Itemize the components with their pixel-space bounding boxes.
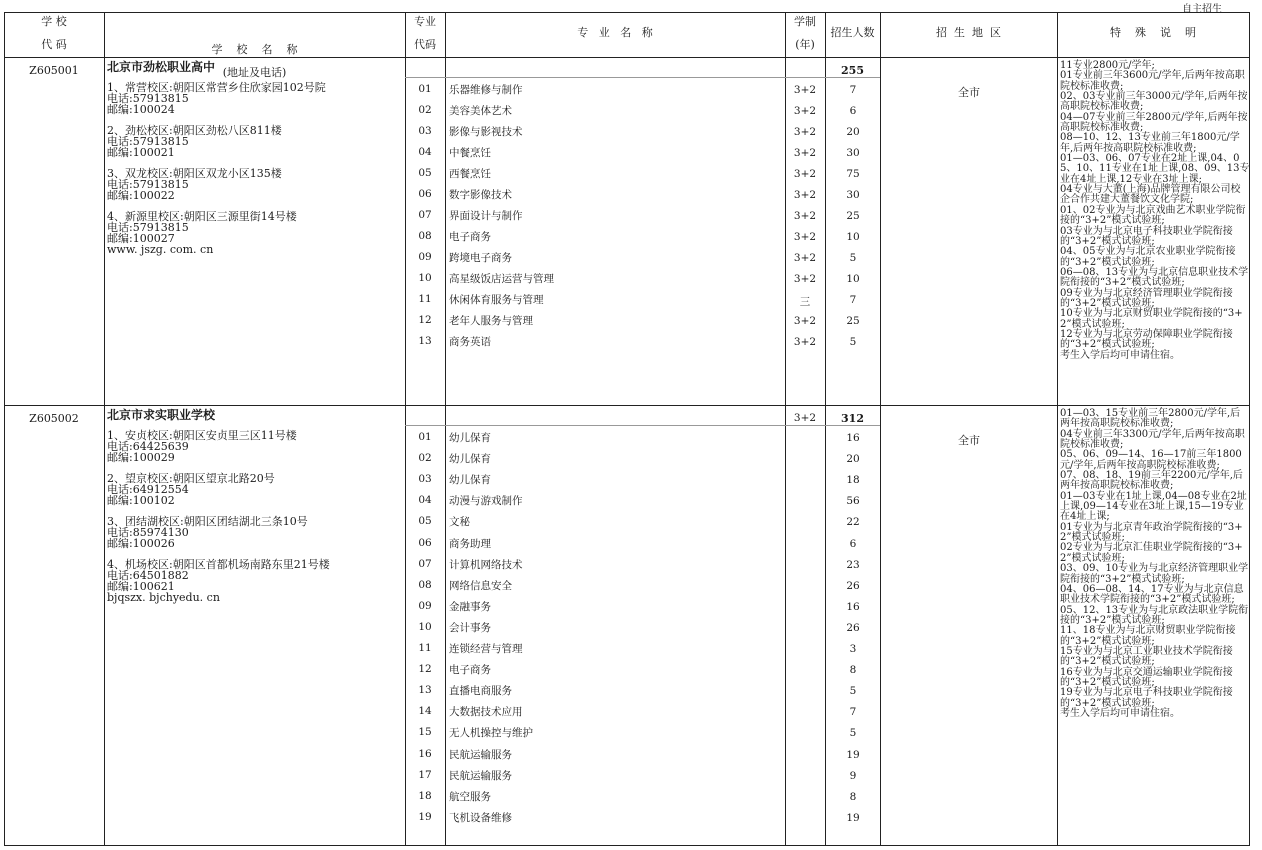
major-code: 08 [418, 230, 432, 242]
note-line: 09专业为与北京经济管理职业学院衔接的“3+2”模式试验班; [1060, 287, 1233, 309]
note-line: 04专业前三年3300元/学年,后两年按高职院校标准收费; [1060, 428, 1245, 451]
school-website: www. jszg. com. cn [107, 243, 214, 256]
grid-line [4, 12, 5, 846]
note-line: 19专业为与北京电子科技职业学院衔接的“3+2”模式试验班; [1060, 687, 1233, 709]
major-code: 06 [418, 536, 432, 549]
major-row [405, 184, 975, 204]
major-code: 02 [418, 452, 432, 465]
major-count: 6 [849, 105, 857, 117]
major-row [405, 765, 975, 785]
major-row [405, 121, 975, 141]
major-count: 6 [849, 537, 857, 550]
major-row [405, 680, 975, 700]
major-row [405, 722, 975, 742]
major-name: 直播电商服务 [449, 685, 512, 698]
major-row [405, 226, 975, 246]
major-name: 动漫与游戏制作 [449, 495, 523, 508]
school-website: bjqszx. bjchyedu. cn [107, 591, 220, 604]
major-count: 19 [846, 811, 860, 824]
major-name: 西餐烹饪 [449, 168, 491, 180]
major-code: 09 [418, 599, 432, 612]
note-line: 06—08、13专业为与北京信息职业技术学院衔接的“3+2”模式试验班; [1060, 266, 1249, 289]
major-code: 09 [418, 251, 432, 263]
major-name: 幼儿保育 [449, 474, 491, 487]
header-duration: 学制 (年) [794, 15, 816, 51]
major-row [405, 575, 975, 595]
major-name: 幼儿保育 [449, 453, 491, 466]
major-name: 休闲体育服务与管理 [449, 294, 544, 306]
major-duration: 3+2 [793, 147, 817, 159]
school-name: 北京市求实职业学校 [107, 408, 216, 422]
note-line: 05、12、13专业为与北京政法职业学院衔接的“3+2”模式试验班; [1060, 604, 1249, 626]
note-line: 01、02专业为与北京戏曲艺术职业学院衔接的“3+2”模式试验班; [1060, 204, 1246, 227]
major-count: 5 [849, 252, 857, 264]
major-row [405, 511, 975, 531]
major-code: 04 [418, 146, 432, 158]
grid-line [4, 405, 1250, 406]
major-count: 3 [849, 643, 857, 655]
major-duration: 3+2 [793, 315, 817, 327]
major-row [405, 163, 975, 183]
major-name: 无人机操控与维护 [449, 727, 533, 740]
major-code: 19 [418, 810, 432, 823]
major-count: 18 [846, 474, 860, 487]
special-notes [1060, 61, 1250, 361]
major-row [405, 701, 975, 721]
note-line: 01—03、06、07专业在2址上课,04、05、10、11专业在1址上课,08、09、13专业在4址上课,12专业在3址上课; [1060, 153, 1250, 185]
major-row [405, 469, 975, 489]
header-major-code: 专业 代码 [414, 15, 436, 51]
major-code: 01 [418, 83, 432, 95]
note-line: 10专业为与北京财贸职业学院衔接的“3+2”模式试验班; [1060, 308, 1243, 330]
major-code: 07 [418, 209, 432, 221]
note-line: 16专业为与北京交通运输职业学院衔接的“3+2”模式试验班; [1060, 666, 1233, 688]
major-count: 26 [846, 621, 860, 634]
grid-line [104, 12, 105, 846]
grid-line [4, 845, 1250, 846]
total-duration: 3+2 [793, 412, 817, 424]
note-line: 04、05专业为与北京农业职业学院衔接的“3+2”模式试验班; [1060, 246, 1236, 268]
major-name: 乐器维修与制作 [449, 84, 523, 96]
campus: 1、安贞校区:朝阳区安贞里三区11号楼 电话:64425639 邮编:100029 [107, 429, 297, 464]
note-line: 15专业为与北京工业职业技术学院衔接的“3+2”模式试验班; [1060, 645, 1233, 668]
major-count: 16 [846, 600, 860, 613]
major-count: 7 [849, 84, 857, 96]
major-code: 12 [418, 663, 432, 676]
major-duration: 3+2 [793, 336, 817, 348]
major-code: 13 [418, 684, 432, 697]
major-count: 7 [849, 706, 857, 719]
campus: 2、劲松校区:朝阳区劲松八区811楼 电话:57913815 邮编:100021 [107, 124, 282, 159]
major-name: 电子商务 [449, 231, 491, 243]
major-row [405, 268, 975, 288]
major-name: 大数据技术应用 [449, 706, 523, 719]
major-code: 03 [418, 125, 432, 137]
note-line: 01—03、15专业前三年2800元/学年,后两年按高职院校标准收费; [1060, 408, 1241, 430]
major-name: 商务英语 [449, 336, 491, 348]
major-row [405, 807, 975, 827]
major-count: 10 [846, 231, 860, 243]
major-code: 07 [418, 557, 432, 570]
major-code: 11 [418, 642, 432, 654]
major-duration: 3+2 [793, 210, 817, 222]
major-code: 02 [418, 104, 432, 116]
major-row [405, 448, 975, 468]
major-count: 22 [846, 516, 860, 529]
major-name: 飞机设备维修 [449, 811, 512, 824]
note-line: 11专业2800元/学年; [1060, 60, 1155, 71]
major-code: 15 [418, 726, 432, 739]
major-code: 13 [418, 335, 432, 347]
note-line: 11、18专业为与北京财贸职业学院衔接的“3+2”模式试验班; [1060, 625, 1236, 647]
major-row [405, 596, 975, 616]
major-code: 14 [418, 705, 432, 718]
major-duration: 3+2 [793, 168, 817, 180]
major-row [405, 659, 975, 679]
corner-note: 自主招生 [1182, 4, 1222, 15]
total-enrollment: 312 [841, 412, 864, 425]
major-name: 民航运输服务 [449, 748, 512, 761]
note-line: 03、09、10专业为与北京经济管理职业学院衔接的“3+2”模式试验班; [1060, 563, 1249, 585]
major-duration: 三 [799, 296, 811, 308]
major-row [405, 142, 975, 162]
major-name: 连锁经营与管理 [449, 643, 523, 655]
major-code: 11 [418, 293, 432, 305]
major-name: 商务助理 [449, 537, 491, 550]
major-name: 美容美体艺术 [449, 105, 512, 117]
major-count: 5 [849, 685, 857, 698]
major-count: 56 [846, 495, 860, 508]
school-name: 北京市劲松职业高中 [107, 60, 216, 74]
major-code: 10 [418, 620, 432, 633]
note-line: 02专业为与北京汇佳职业学院衔接的“3+2”模式试验班; [1060, 542, 1243, 564]
total-enrollment: 255 [841, 64, 864, 77]
major-count: 5 [849, 336, 857, 348]
major-code: 10 [418, 272, 432, 284]
enrollment-table [4, 12, 1250, 846]
major-code: 06 [418, 188, 432, 200]
major-count: 8 [849, 664, 857, 677]
enrollment-region: 全市 [958, 86, 980, 99]
major-duration: 3+2 [793, 105, 817, 117]
major-code: 05 [418, 167, 432, 179]
major-code: 12 [418, 314, 432, 326]
major-count: 9 [849, 769, 857, 782]
major-duration: 3+2 [793, 231, 817, 243]
header-notes: 特 殊 说 明 [1110, 26, 1196, 39]
major-name: 会计事务 [449, 621, 491, 634]
major-name: 幼儿保育 [449, 432, 491, 444]
major-count: 16 [846, 432, 860, 444]
major-name: 电子商务 [449, 664, 491, 677]
major-row [405, 554, 975, 574]
enrollment-region: 全市 [958, 434, 980, 447]
major-row [405, 617, 975, 637]
major-name: 民航运输服务 [449, 769, 512, 782]
major-name: 航空服务 [449, 790, 491, 803]
major-code: 17 [418, 768, 432, 781]
major-duration: 3+2 [793, 252, 817, 264]
note-line: 04—07专业前三年2800元/学年,后两年按高职院校标准收费; [1060, 111, 1248, 134]
campus: 3、团结湖校区:朝阳区团结湖北三条10号 电话:85974130 邮编:100026 [107, 515, 308, 550]
major-code: 18 [418, 789, 432, 802]
major-name: 中餐烹饪 [449, 147, 491, 159]
major-name: 计算机网络技术 [449, 558, 523, 571]
major-row [405, 744, 975, 764]
note-line: 05、06、09—14、16—17前三年1800元/学年,后两年按高职院校标准收费; [1060, 449, 1242, 471]
major-name: 金融事务 [449, 600, 491, 613]
header-school-code: 学 校 代 码 [41, 15, 67, 51]
major-count: 19 [846, 748, 860, 761]
major-name: 网络信息安全 [449, 579, 512, 592]
major-row [405, 205, 975, 225]
note-line: 01—03专业在1址上课,04—08专业在2址上课,09—14专业在3址上课,15—19专业在4址上课; [1060, 490, 1247, 523]
major-count: 75 [846, 168, 860, 180]
major-row [405, 310, 975, 330]
note-line: 01专业为与北京青年政治学院衔接的“3+2”模式试验班; [1060, 521, 1243, 544]
major-name: 界面设计与制作 [449, 210, 523, 222]
major-count: 10 [846, 273, 860, 285]
major-name: 老年人服务与管理 [449, 315, 533, 327]
major-row [405, 638, 975, 658]
note-line: 02、03专业前三年3000元/学年,后两年按高职院校标准收费; [1060, 91, 1248, 113]
campus: 3、双龙校区:朝阳区双龙小区135楼 电话:57913815 邮编:100022 [107, 167, 282, 202]
major-row [405, 533, 975, 553]
campus: 1、常营校区:朝阳区常营乡住欣家园102号院 电话:57913815 邮编:100024 [107, 81, 326, 116]
campus: 2、望京校区:朝阳区望京北路20号 电话:64912554 邮编:100102 [107, 472, 275, 507]
major-name: 文秘 [449, 516, 470, 529]
grid-line [405, 425, 880, 426]
school-info [107, 410, 407, 603]
campus: 4、机场校区:朝阳区首都机场南路东里21号楼 电话:64501882 邮编:100621 bjqszx. bjchyedu. cn [107, 559, 407, 603]
major-count: 25 [846, 315, 860, 327]
note-line: 07、08、18、19前三年2200元/学年,后两年按高职院校标准收费; [1060, 470, 1243, 492]
major-duration: 3+2 [793, 189, 817, 201]
note-line: 考生入学后均可申请住宿。 [1060, 349, 1180, 361]
note-line: 01专业前三年3600元/学年,后两年按高职院校标准收费; [1060, 70, 1245, 92]
major-name: 数字影像技术 [449, 189, 512, 201]
note-line: 04、06—08、14、17专业为与北京信息职业技术学院衔接的“3+2”模式试验班; [1060, 583, 1244, 606]
major-count: 23 [846, 558, 860, 571]
grid-line [1057, 12, 1058, 846]
note-line: 03专业为与北京电子科技职业学院衔接的“3+2”模式试验班; [1060, 225, 1233, 247]
school-info [107, 62, 407, 255]
major-row [405, 490, 975, 510]
grid-line [405, 77, 880, 78]
major-name: 跨境电子商务 [449, 252, 512, 264]
major-code: 04 [418, 494, 432, 507]
major-row [405, 786, 975, 806]
header-major-name: 专 业 名 称 [577, 26, 653, 39]
major-row [405, 427, 975, 447]
header-school-name: 学 校 名 称 (地址及电话) [211, 43, 298, 79]
major-count: 7 [849, 294, 857, 306]
school-code: Z605001 [29, 64, 79, 77]
major-code: 05 [418, 515, 432, 528]
special-notes [1060, 409, 1250, 719]
major-count: 8 [849, 790, 857, 803]
major-code: 08 [418, 578, 432, 591]
major-count: 20 [846, 126, 860, 138]
major-row [405, 331, 975, 351]
major-count: 26 [846, 579, 860, 592]
major-code: 16 [418, 747, 432, 760]
major-count: 25 [846, 210, 860, 222]
major-duration: 3+2 [793, 273, 817, 285]
campus: 4、新源里校区:朝阳区三源里街14号楼 电话:57913815 邮编:100027 www. jszg. com. cn [107, 211, 407, 255]
note-line: 考生入学后均可申请住宿。 [1060, 707, 1180, 719]
major-row [405, 289, 975, 309]
major-duration: 3+2 [793, 84, 817, 96]
major-row [405, 100, 975, 120]
header-enrollment: 招生人数 [830, 26, 875, 39]
major-code: 01 [418, 431, 432, 443]
major-name: 影像与影视技术 [449, 126, 523, 138]
major-duration: 3+2 [793, 126, 817, 138]
major-count: 30 [846, 189, 860, 201]
major-name: 高星级饭店运营与管理 [449, 273, 554, 285]
header-region: 招 生 地 区 [936, 26, 1001, 39]
note-line: 08—10、12、13专业前三年1800元/学年,后两年按高职院校标准收费; [1060, 132, 1240, 154]
school-code: Z605002 [29, 412, 79, 425]
major-count: 20 [846, 453, 860, 466]
major-count: 30 [846, 147, 860, 159]
grid-line [4, 12, 1250, 13]
note-line: 12专业为与北京劳动保障职业学院衔接的“3+2”模式试验班; [1060, 328, 1233, 351]
major-row [405, 247, 975, 267]
major-row [405, 79, 975, 99]
note-line: 04专业与大董(上海)品牌管理有限公司校企合作共建大董餐饮文化学院; [1060, 184, 1241, 206]
major-code: 03 [418, 473, 432, 486]
major-count: 5 [849, 727, 857, 740]
